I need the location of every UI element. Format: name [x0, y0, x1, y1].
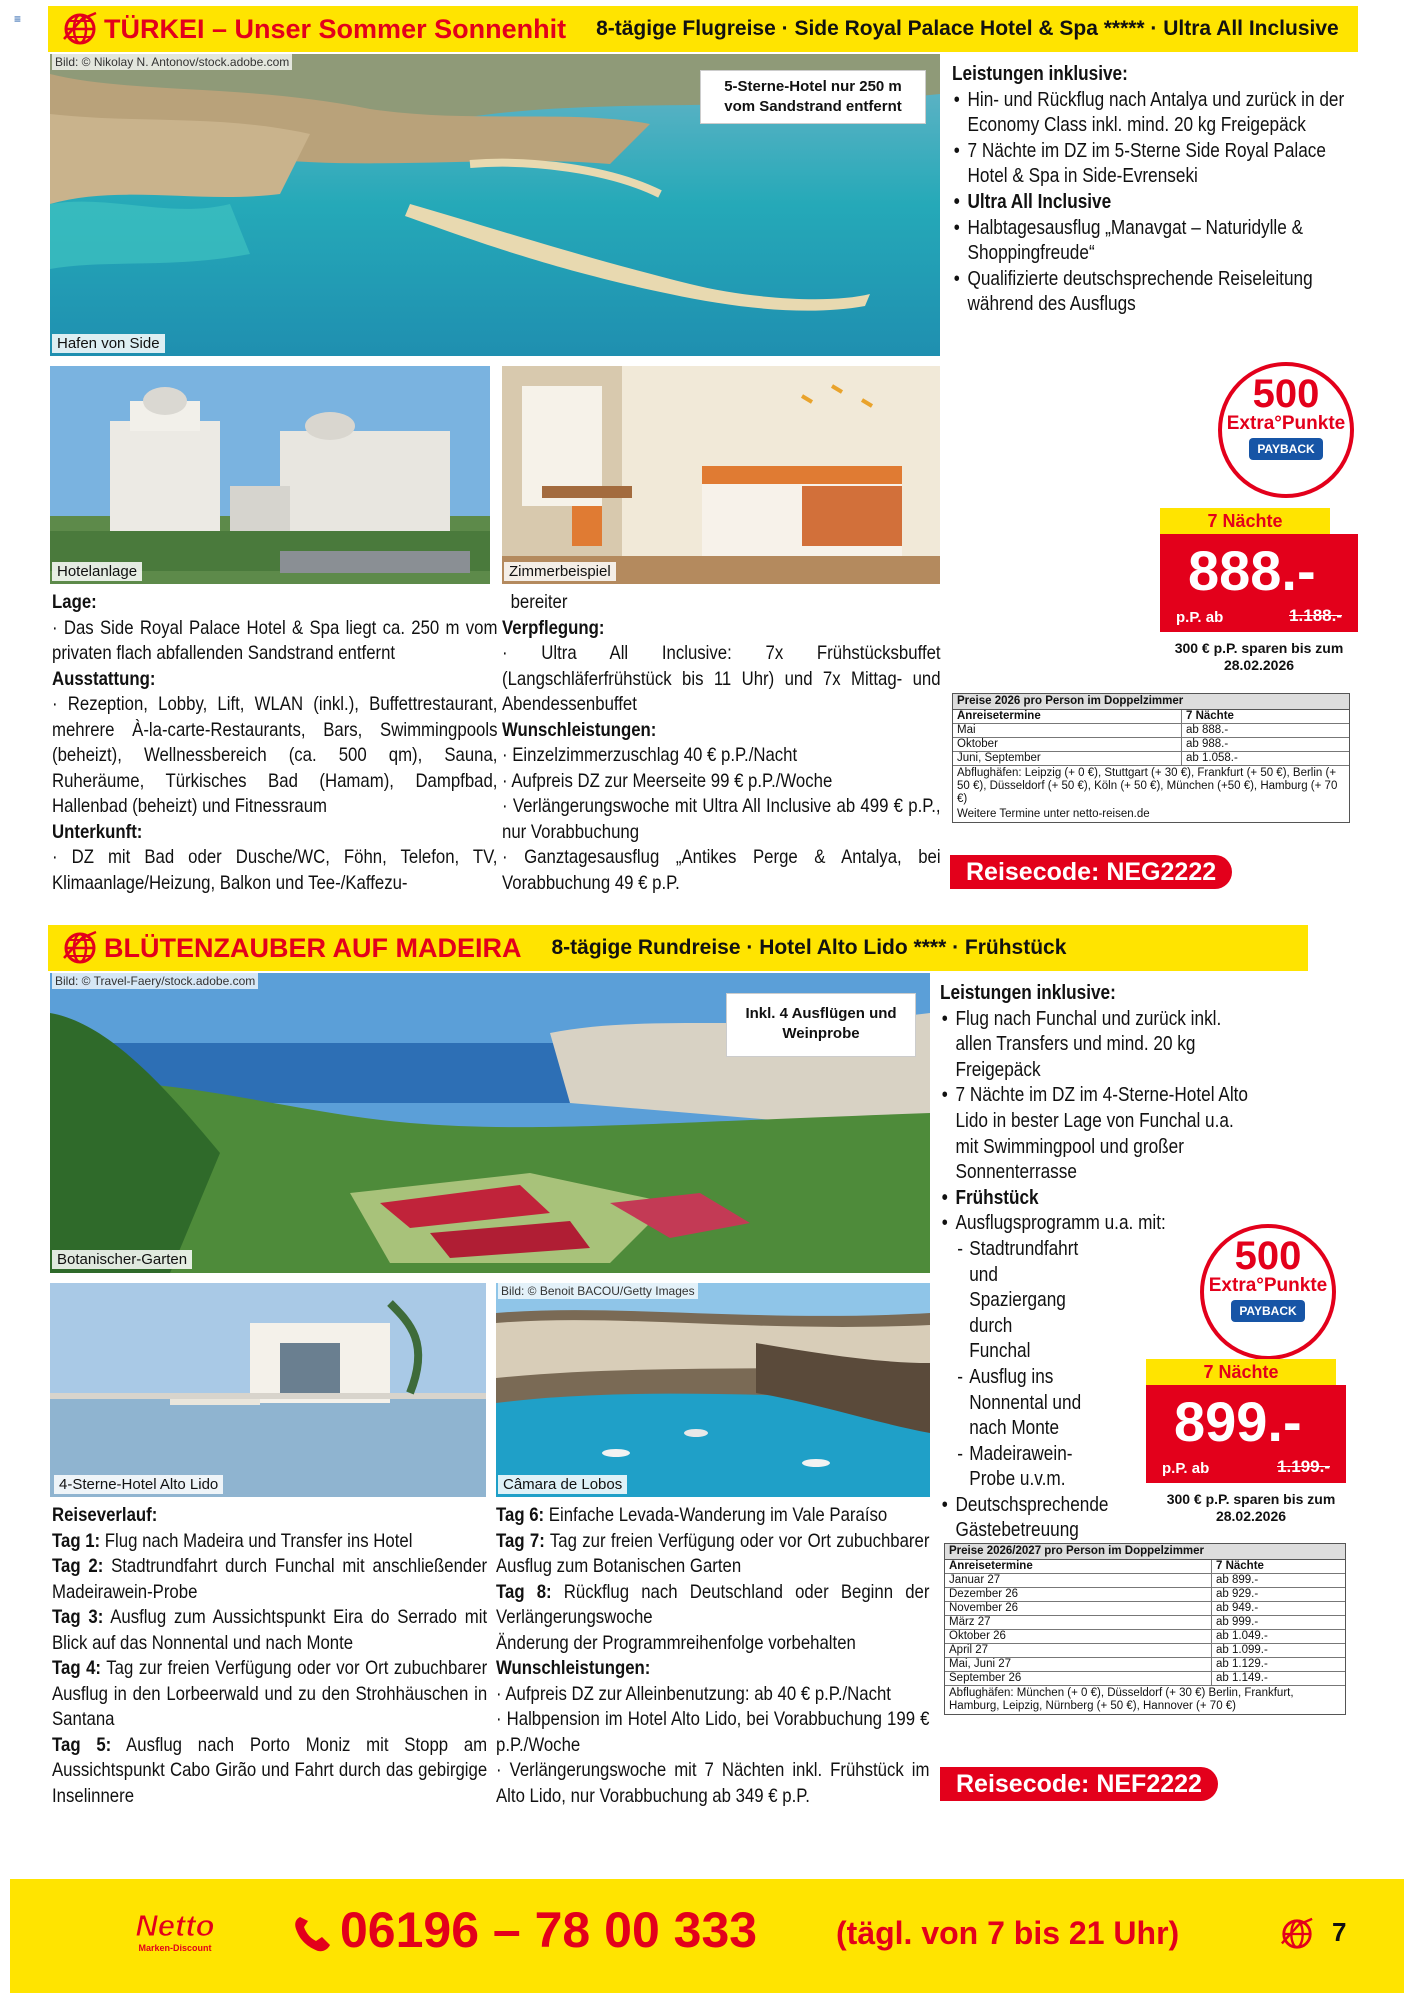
madeira-title-band: [48, 925, 1308, 971]
payback-logo: PAYBACK: [1231, 1300, 1304, 1322]
heading-reiseverlauf: Reiseverlauf:: [52, 1504, 158, 1526]
points-label: Extra°Punkte: [1226, 413, 1346, 434]
turkey-title: TÜRKEI – Unser Sommer Sonnenhit: [104, 13, 567, 44]
label-hotel-alto-lido: 4-Sterne-Hotel Alto Lido: [54, 1475, 223, 1494]
madeira-extra-points-badge: [1200, 1224, 1336, 1360]
turkey-subtitle: 8-tägige Flugreise · Side Royal Palace Hotel & Spa ***** · Ultra All Inclusive: [596, 17, 1339, 40]
price: 888.-: [1188, 539, 1316, 602]
day-item: Tag 2: Stadtrundfahrt durch Funchal mit anschließender Madeirawein-Probe: [52, 1555, 488, 1603]
corner-mark: ≡: [14, 12, 22, 26]
turkey-callout: 5-Sterne-Hotel nur 250 m vom Sandstrand entfernt: [700, 70, 926, 124]
payback-logo: PAYBACK: [1249, 438, 1322, 460]
turkey-price-table: [952, 693, 1350, 823]
table-header: Anreisetermine 7 Nächte: [953, 710, 1349, 724]
madeira-price-table: [944, 1543, 1346, 1715]
text-verpflegung: · Ultra All Inclusive: 7x Frühstücksbuffet (Langschläferfrühstück bis 11 Uhr) und 7x Mittag- und Abendessenbuffet: [502, 642, 941, 715]
day-item: Tag 6: Einfache Levada-Wanderung im Vale Paraíso: [496, 1504, 888, 1526]
list-item: • 7 Nächte im DZ im 4-Sterne-Hotel Alto Lido in bester Lage von Funchal u.a. mit Swimmingpool und großer Sonnenterrasse: [940, 1083, 1250, 1185]
price-prefix: p.P. ab: [1162, 1460, 1210, 1477]
madeira-col-1: [52, 1503, 487, 1809]
netto-logo: [120, 1909, 230, 1961]
label-zimmerbeispiel: Zimmerbeispiel: [504, 562, 616, 581]
table-footnote-2: Weitere Termine unter netto-reisen.de: [957, 808, 1150, 820]
page-number: 7: [1332, 1917, 1347, 1947]
table-row: Januar 27 ab 899.-: [945, 1574, 1345, 1588]
list-item: • 7 Nächte im DZ im 5-Sterne Side Royal Palace Hotel & Spa in Side-Evrenseki: [952, 139, 1348, 190]
list-item: - Stadtrundfahrt und Spaziergang durch Funchal: [940, 1237, 1064, 1365]
table-caption: Preise 2026/2027 pro Person im Doppelzimmer: [945, 1544, 1345, 1560]
table-header: Anreisetermine 7 Nächte: [945, 1560, 1345, 1574]
turkey-saving-note: 300 € p.P. sparen bis zum 28.02.2026: [1174, 640, 1344, 673]
turkey-title-band: [48, 6, 1358, 52]
globe-icon: [62, 11, 98, 47]
netto-logo-text: Netto: [135, 1908, 215, 1943]
table-row: September 26 ab 1.149.-: [945, 1672, 1345, 1686]
table-row: Juni, September ab 1.058.-: [953, 752, 1349, 766]
points-label: Extra°Punkte: [1208, 1275, 1328, 1296]
day-item: Tag 4: Tag zur freien Verfügung oder vor Ort zubuchbarer Ausflug in den Lorbeerwald und zu den Strohhäuschen in Santana: [52, 1657, 488, 1730]
label-camara-de-lobos: Câmara de Lobos: [498, 1475, 627, 1494]
madeira-reisecode: Reisecode: NEF2222: [940, 1767, 1218, 1801]
globe-icon: [62, 930, 98, 966]
list-item: • Halbtagesausflug „Manavgat – Naturidylle & Shoppingfreude“: [952, 216, 1348, 267]
list-item: • Qualifizierte deutschsprechende Reiseleitung während des Ausflugs: [952, 267, 1348, 318]
price-prefix: p.P. ab: [1176, 609, 1224, 626]
list-item: • Hin- und Rückflug nach Antalya und zurück in der Economy Class inkl. mind. 20 kg Freigepäck: [952, 88, 1348, 139]
heading-ausstattung: Ausstattung:: [52, 667, 156, 690]
list-item: · Aufpreis DZ zur Alleinbenutzung: ab 40 € p.P./Nacht: [496, 1682, 891, 1705]
photo-hotel-alto-lido: [50, 1283, 486, 1497]
madeira-saving-note: 300 € p.P. sparen bis zum 28.02.2026: [1166, 1491, 1336, 1524]
table-row: Oktober 26 ab 1.049.-: [945, 1630, 1345, 1644]
turkey-col-1: [52, 590, 497, 896]
madeira-callout: Inkl. 4 Ausflügen und Weinprobe: [726, 993, 916, 1057]
label-hafen-von-side: Hafen von Side: [52, 334, 165, 353]
list-item: · Einzelzimmerzuschlag 40 € p.P./Nacht: [502, 744, 798, 766]
turkey-col-2: [502, 590, 941, 896]
day-item: Tag 5: Ausflug nach Porto Moniz mit Stopp am Aussichtspunkt Cabo Girão und Fahrt durch das gebirgige Inselinnere: [52, 1733, 488, 1807]
list-item: • Frühstück: [940, 1186, 1250, 1212]
text-lage: · Das Side Royal Palace Hotel & Spa liegt ca. 250 m vom privaten flach abfallenden Sandstrand entfernt: [52, 616, 498, 664]
list-item: • Deutschsprechende Gästebetreuung: [940, 1493, 1084, 1544]
points-value: 500: [1234, 1234, 1302, 1278]
turkey-leistungen: [952, 62, 1348, 318]
day-item: Tag 8: Rückflug nach Deutschland oder Beginn der Verlängerungswoche: [496, 1580, 930, 1628]
madeira-leistungen-title: Leistungen inklusive:: [940, 982, 1116, 1004]
table-footnote: Abflughäfen: München (+ 0 €), Düsseldorf (+ 30 €) Berlin, Frankfurt, Hamburg, Leipzig, Nürnberg (+ 50 €), Hannover (+ 70 €): [949, 1687, 1294, 1712]
text-note: Änderung der Programmreihenfolge vorbehalten: [496, 1631, 856, 1654]
text-cont: bereiter: [510, 591, 568, 613]
table-row: Mai, Juni 27 ab 1.129.-: [945, 1658, 1345, 1672]
madeira-subtitle: 8-tägige Rundreise · Hotel Alto Lido **** · Frühstück: [551, 936, 1067, 959]
madeira-photo-credit-2: Bild: © Benoit BACOU/Getty Images: [498, 1283, 698, 1299]
photo-room: [502, 366, 940, 584]
text-unterkunft: · DZ mit Bad oder Dusche/WC, Föhn, Telefon, TV, Klimaanlage/Heizung, Balkon und Tee-/Kaffezu-: [52, 846, 498, 894]
photo-camara-de-lobos: [496, 1283, 930, 1497]
day-item: Tag 7: Tag zur freien Verfügung oder vor Ort zubuchbarer Ausflug zum Botanischen Garten: [496, 1529, 930, 1577]
day-item: Tag 1: Flug nach Madeira und Transfer ins Hotel: [52, 1529, 413, 1552]
photo-hotel: [50, 366, 490, 584]
turkey-reisecode: Reisecode: NEG2222: [950, 855, 1232, 889]
heading-wunschleistungen: Wunschleistungen:: [502, 718, 657, 741]
table-row: März 27 ab 999.-: [945, 1616, 1345, 1630]
turkey-extra-points-badge: [1218, 362, 1354, 498]
turkey-photo-credit: Bild: © Nikolay N. Antonov/stock.adobe.com: [52, 54, 292, 70]
turkey-price-box: [1160, 534, 1358, 632]
table-row: April 27 ab 1.099.-: [945, 1644, 1345, 1658]
list-item: · Halbpension im Hotel Alto Lido, bei Vorabbuchung 199 € p.P./Woche: [496, 1708, 930, 1756]
footer-band: [10, 1879, 1404, 1993]
madeira-nights: 7 Nächte: [1146, 1359, 1336, 1385]
list-item: · Verlängerungswoche mit Ultra All Inclusive ab 499 € p.P., nur Vorabbuchung: [502, 795, 941, 843]
text-ausstattung: · Rezeption, Lobby, Lift, WLAN (inkl.), Buffettrestaurant, mehrere À-la-carte-Restaurants, Bars, Swimmingpools (beheizt), Wellnessbereich (ca. 500 qm), Sauna, Ruheräume, Türkisches Bad (Hamam), Dampfbad, Hallenbad (beheizt) und Fitnessraum: [52, 693, 498, 817]
table-row: November 26 ab 949.-: [945, 1602, 1345, 1616]
phone-hours: (tägl. von 7 bis 21 Uhr): [836, 1915, 1180, 1951]
heading-wunschleistungen: Wunschleistungen:: [496, 1657, 651, 1679]
table-row: Mai ab 888.-: [953, 724, 1349, 738]
list-item: - Ausflug ins Nonnental und nach Monte: [940, 1365, 1098, 1442]
day-item: Tag 3: Ausflug zum Aussichtspunkt Eira do Serrado mit Blick auf das Nonnental und nach Monte: [52, 1606, 488, 1654]
madeira-photo-credit: Bild: © Travel-Faery/stock.adobe.com: [52, 973, 258, 989]
heading-lage: Lage:: [52, 591, 97, 613]
table-caption: Preise 2026 pro Person im Doppelzimmer: [953, 694, 1349, 710]
madeira-price-box: [1146, 1385, 1346, 1483]
heading-verpflegung: Verpflegung:: [502, 616, 605, 639]
heading-unterkunft: Unterkunft:: [52, 820, 143, 843]
old-price: 1.188.-: [1289, 606, 1342, 625]
turkey-leistungen-title: Leistungen inklusive:: [952, 63, 1128, 85]
label-hotelanlage: Hotelanlage: [52, 562, 142, 581]
list-item: · Ganztagesausflug „Antikes Perge & Antalya, bei Vorabbuchung 49 € p.P.: [502, 846, 941, 894]
madeira-col-2: [496, 1503, 929, 1809]
list-item: · Verlängerungswoche mit 7 Nächten inkl. Frühstück im Alto Lido, nur Vorabbuchung ab 349 € p.P.: [496, 1759, 930, 1807]
points-value: 500: [1252, 372, 1320, 416]
list-item: · Aufpreis DZ zur Meerseite 99 € p.P./Woche: [502, 769, 833, 792]
label-botanischer-garten: Botanischer-Garten: [52, 1250, 192, 1269]
globe-icon: [1280, 1917, 1314, 1951]
old-price: 1.199.-: [1277, 1457, 1330, 1476]
turkey-nights: 7 Nächte: [1160, 508, 1330, 534]
list-item: • Ausflugsprogramm u.a. mit:: [940, 1211, 1250, 1237]
price: 899.-: [1174, 1390, 1302, 1453]
list-item: • Ultra All Inclusive: [952, 190, 1348, 216]
netto-logo-sub: Marken-Discount: [138, 1943, 212, 1953]
madeira-title: BLÜTENZAUBER AUF MADEIRA: [104, 932, 522, 963]
phone-icon: [292, 1913, 332, 1953]
list-item: • Flug nach Funchal und zurück inkl. allen Transfers und mind. 20 kg Freigepäck: [940, 1007, 1250, 1084]
table-row: Oktober ab 988.-: [953, 738, 1349, 752]
table-footnote: Abflughäfen: Leipzig (+ 0 €), Stuttgart (+ 30 €), Frankfurt (+ 50 €), Berlin (+ 50 €), Düsseldorf (+ 50 €), Köln (+ 50 €), München (+50 €), Hamburg (+ 70 €): [957, 767, 1338, 805]
table-row: Dezember 26 ab 929.-: [945, 1588, 1345, 1602]
list-item: - Madeirawein-Probe u.v.m.: [940, 1442, 1090, 1493]
phone-number: 06196 – 78 00 333: [340, 1902, 758, 1958]
